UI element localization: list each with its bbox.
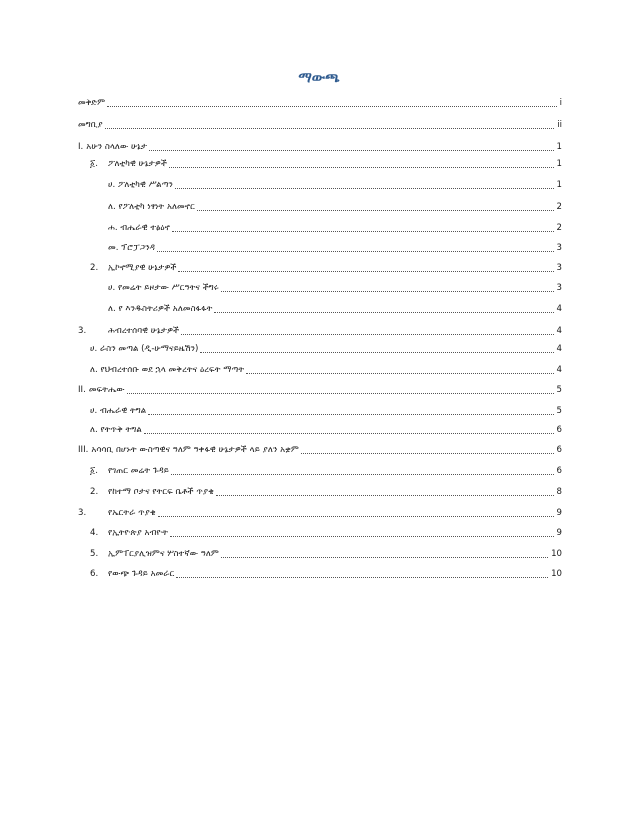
toc-entry[interactable] (78, 195, 562, 213)
toc-entry-page-number: 4 (556, 344, 562, 354)
toc-entry-label: ለ. የ እንዱስትሪዎች አለመስፋፋት (108, 304, 213, 314)
toc-entry[interactable] (78, 521, 562, 539)
toc-entry[interactable] (78, 438, 562, 456)
toc-entry-number: 6. (90, 569, 99, 579)
dot-leader (172, 230, 554, 232)
dot-leader (149, 149, 553, 151)
toc-entry-page-number: 8 (556, 487, 562, 497)
toc-entry-label: መ. ፕሮፓጋንዳ (108, 243, 155, 253)
dot-leader (158, 515, 554, 517)
toc-entry-page-number: 4 (556, 304, 562, 314)
toc-entry-page-number: 4 (556, 326, 562, 336)
toc-entry-page-number: 10 (551, 569, 562, 579)
dot-leader (216, 494, 554, 496)
toc-entry[interactable] (78, 216, 562, 234)
toc-entry-number: 2. (90, 263, 99, 273)
toc-entry[interactable] (78, 135, 562, 153)
toc-entry-number: III. (78, 445, 89, 455)
toc-entry-label: ለ. የትጥቅ ትግል (90, 425, 142, 435)
dot-leader (157, 250, 554, 252)
toc-entry-page-number: 5 (556, 385, 562, 395)
toc-entry[interactable] (78, 152, 562, 170)
toc-entry[interactable] (78, 542, 562, 560)
toc-entry[interactable] (78, 276, 562, 294)
toc-entry-label: ለ. የህብረተሰቡ ወደ ኋላ መቅረትና ዕረፍት ማጣት (90, 365, 245, 375)
dot-leader (144, 432, 554, 434)
toc-entry-page-number: 6 (556, 445, 562, 455)
toc-entry-number: 4. (90, 528, 99, 538)
toc-entry[interactable] (78, 319, 562, 337)
toc-entry-label: ሀ. ራስን መጣል (ዲ-ሁማናይዜሽን) (90, 344, 199, 354)
toc-entry[interactable] (78, 480, 562, 498)
toc-entry-page-number: 10 (551, 549, 562, 559)
toc-entry-number: ፩. (90, 466, 99, 476)
toc-entry[interactable] (78, 297, 562, 315)
toc-entry-page-number: 9 (556, 508, 562, 518)
toc-entry-label: ሀ. ብሔራዊ ትግል (90, 406, 147, 416)
toc-entry[interactable] (78, 378, 562, 396)
dot-leader (171, 473, 554, 475)
toc-entry-number: 2. (90, 487, 99, 497)
toc-entry[interactable] (78, 173, 562, 191)
toc-entry-label: የውጭ ጉዳይ አመራር (108, 569, 175, 579)
toc-entry-label: ኢምፐርያሊዝምና ሦስተኛው ዓለም (108, 549, 219, 559)
toc-entry-page-number: 9 (556, 528, 562, 538)
dot-leader (181, 333, 553, 335)
toc-entry[interactable] (78, 256, 562, 274)
toc-title: ማውጫ (298, 70, 340, 86)
toc-entry-number: II. (78, 385, 86, 395)
toc-entry-label: ኢኮኖሚያዊ ሁኔታዎች (108, 263, 177, 273)
toc-entry-label: ፖለቲካዊ ሁኔታዎች (108, 159, 167, 169)
toc-entry[interactable] (78, 501, 562, 519)
dot-leader (127, 392, 554, 394)
dot-leader (246, 372, 553, 374)
dot-leader (175, 187, 554, 189)
toc-entry[interactable] (78, 562, 562, 580)
toc-entry-label: የገጠር መሬት ጉዳይ (108, 466, 169, 476)
toc-entry-label: መግቢያ (78, 120, 103, 130)
toc-entry-label: አሳሳቢ በሆኑት ውስጣዊና ዓለም ዓቀፋዊ ሁኔታዎች ላይ ያለን አቋም (91, 445, 299, 455)
toc-entry-page-number: 2 (556, 202, 562, 212)
toc-entry-label: የኢትዮጵያ አብዮት (108, 528, 169, 538)
toc-entry-number: 3. (78, 508, 87, 518)
toc-entry-label: መቅድም (78, 98, 106, 108)
toc-entry-page-number: 3 (556, 283, 562, 293)
toc-entry-label: ሀ. የመሬት ይዞታው ሥርዓትና ችግሩ (108, 283, 219, 293)
toc-entry-page-number: 3 (556, 263, 562, 273)
toc-entry-page-number: 1 (556, 159, 562, 169)
toc-entry-number: 5. (90, 549, 99, 559)
dot-leader (214, 311, 553, 313)
toc-entry-page-number: 1 (556, 142, 562, 152)
dot-leader (197, 209, 554, 211)
toc-entry[interactable] (78, 459, 562, 477)
toc-entry[interactable] (78, 91, 562, 109)
toc-entry-page-number: ii (557, 120, 562, 130)
toc-entry-label: ሕብረተሰባዊ ሁኔታዎች (108, 326, 180, 336)
toc-entry[interactable] (78, 337, 562, 355)
dot-leader (107, 105, 557, 107)
toc-entry-page-number: 3 (556, 243, 562, 253)
dot-leader (105, 127, 555, 129)
toc-entry-page-number: 1 (556, 180, 562, 190)
toc-entry-label: መፍትሔው (88, 385, 125, 395)
toc-entry[interactable] (78, 358, 562, 376)
dot-leader (148, 413, 553, 415)
toc-entry-number: 3. (78, 326, 87, 336)
toc-entry-number: I. (78, 142, 84, 152)
dot-leader (176, 576, 548, 578)
toc-entry[interactable] (78, 399, 562, 417)
dot-leader (169, 166, 554, 168)
toc-entry-label: አሁን ስላለው ሁኔታ (86, 142, 148, 152)
toc-entry-label: ለ. የፖለቲካ ነፃነት አለመኖር (108, 202, 195, 212)
toc-entry-label: የከተማ ቦታና የትርፍ ቤቶች ጥያቄ (108, 487, 214, 497)
toc-entry-label: ሀ. ፖለቲካዊ ሥልጣን (108, 180, 173, 190)
dot-leader (221, 556, 548, 558)
toc-entry-page-number: i (559, 98, 562, 108)
dot-leader (200, 351, 553, 353)
dot-leader (301, 452, 554, 454)
toc-entry-label: የኤርትራ ጥያቄ (108, 508, 156, 518)
dot-leader (170, 535, 554, 537)
toc-entry[interactable] (78, 113, 562, 131)
dot-leader (178, 270, 553, 272)
toc-entry-page-number: 6 (556, 425, 562, 435)
toc-entry-page-number: 6 (556, 466, 562, 476)
toc-entry[interactable] (78, 418, 562, 436)
toc-entry-page-number: 4 (556, 365, 562, 375)
toc-entry-page-number: 2 (556, 223, 562, 233)
dot-leader (221, 290, 554, 292)
toc-entry-label: ሐ. ብሔራዊ ተፅዕኖ (108, 223, 170, 233)
toc-entry[interactable] (78, 236, 562, 254)
toc-entry-page-number: 5 (556, 406, 562, 416)
toc-entry-number: ፩. (90, 159, 99, 169)
